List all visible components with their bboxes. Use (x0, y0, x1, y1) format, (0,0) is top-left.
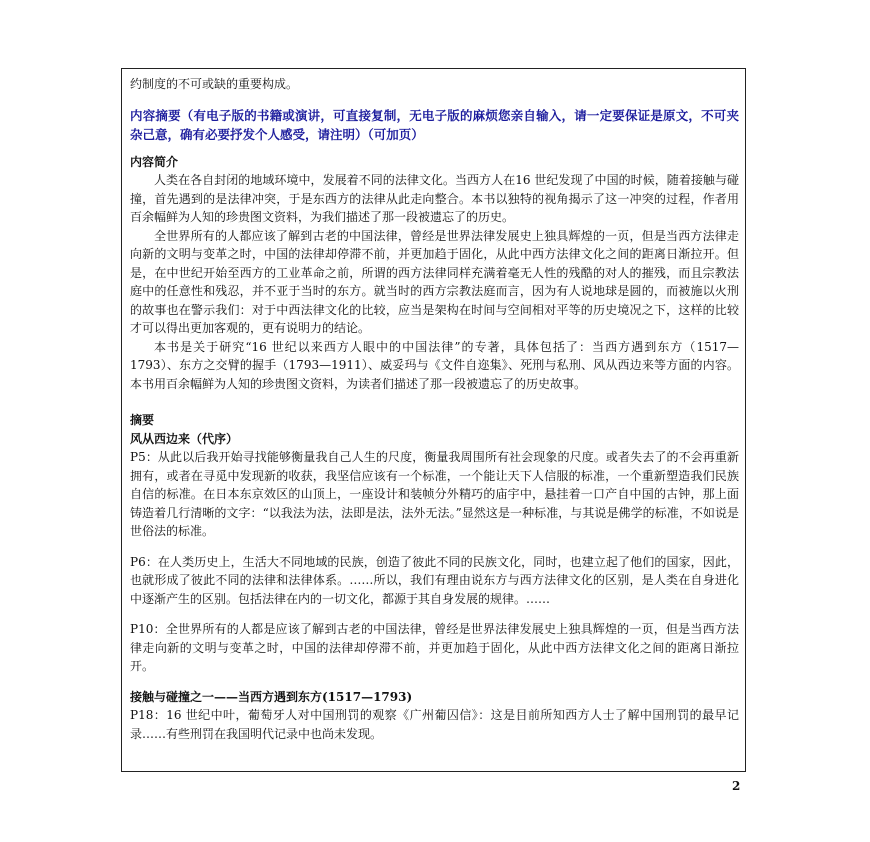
summary-instructions-note: 内容摘要（有电子版的书籍或演讲，可直接复制，无电子版的麻烦您亲自输入，请一定要保证是原文，不可夹杂己意，确有必要抒发个人感受，请注明）（可加页） (130, 107, 739, 142)
intro-continuation-line: 约制度的不可或缺的重要构成。 (130, 77, 299, 91)
preface-heading: 风从西边来（代序） (130, 431, 239, 446)
excerpt-p5: P5：从此以后我开始寻找能够衡量我自己人生的尺度，衡量我周围所有社会现象的尺度。或者失去了的不会再重新拥有，或者在寻觅中发现新的收获，我坚信应该有一个标准，一个能让天下人信服的标准，一个重新塑造我们民族自信的标准。在日本东京效区的山顶上，一座设计和装帧分外精巧的庙宇中，悬挂着一口产自中国的古钟，那上面铸造着几行清晰的文字：“以我法为法，法即是法，法外无法。”显然这是一种标准，与其说是佛学的标准，不如说是世俗法的标准。 (130, 450, 739, 538)
intro-paragraph-2: 全世界所有的人都应该了解到古老的中国法律，曾经是世界法律发展史上独具辉煌的一页，但是当西方法律走向新的文明与变革之时，中国的法律却停滞不前，并更加趋于固化，从此中西方法律文化之间的距离日渐拉开。但是，在中世纪开始至西方的工业革命之前，所谓的西方法律同样充满着毫无人性的残酷的对人的摧残，而且宗教法庭中的任意性和残忍，并不亚于当时的东方。就当时的西方宗教法庭而言，因为有人说地球是圆的，而被施以火刑的故事也在警示我们：对于中西法律文化的比较，应当是架构在时间与空间相对平等的历史境况之下，这样的比较才可以得出更加客观的，更有说明力的结论。 (130, 228, 739, 335)
content-frame (121, 68, 746, 772)
summary-heading: 摘要 (130, 413, 155, 427)
chapter-heading: 接触与碰撞之一——当西方遇到东方(1517—1793) (130, 689, 413, 704)
intro-paragraph-1: 人类在各自封闭的地域环境中，发展着不同的法律文化。当西方人在16 世纪发现了中国的时候，随着接触与碰撞，首先遇到的是法律冲突，于是东西方的法律从此走向整合。本书以独特的视角揭示了这一冲突的过程，作者用百余幅鲜为人知的珍贵图文资料，为我们描述了那一段被遗忘了的历史。 (130, 173, 739, 224)
page-number: 2 (732, 779, 741, 793)
intro-heading: 内容简介 (130, 154, 179, 169)
excerpt-p6: P6：在人类历史上，生活大不同地域的民族，创造了彼此不同的民族文化，同时，也建立起了他们的国家，因此，也就形成了彼此不同的法律和法律体系。……所以，我们有理由说东方与西方法律文化的区别，是人类在自身进化中逐渐产生的区别。包括法律在内的一切文化，都源于其自身发展的规律。…… (130, 554, 739, 606)
excerpt-p10: P10：全世界所有的人都是应该了解到古老的中国法律，曾经是世界法律发展史上独具辉煌的一页，但是当西方法律走向新的文明与变革之时，中国的法律却停滞不前，并更加趋于固化，从此中西方法律文化之间的距离日渐拉开。 (130, 622, 739, 673)
excerpt-p18: P18：16 世纪中叶，葡萄牙人对中国刑罚的观察《广州葡囚信》：这是目前所知西方人士了解中国刑罚的最早记录……有些刑罚在我国明代记录中也尚未发现。 (130, 708, 739, 741)
intro-paragraph-3: 本书是关于研究“16 世纪以来西方人眼中的中国法律”的专著，具体包括了：当西方遇到东方（1517—1793）、东方之交臂的握手（1793—1911）、威妥玛与《文件自迩集》、死刑与私刑、风从西边来等方面的内容。 本书用百余幅鲜为人知的珍贵图文资料，为读者们描述了那一段被遗忘了的历史故事。 (130, 339, 739, 391)
